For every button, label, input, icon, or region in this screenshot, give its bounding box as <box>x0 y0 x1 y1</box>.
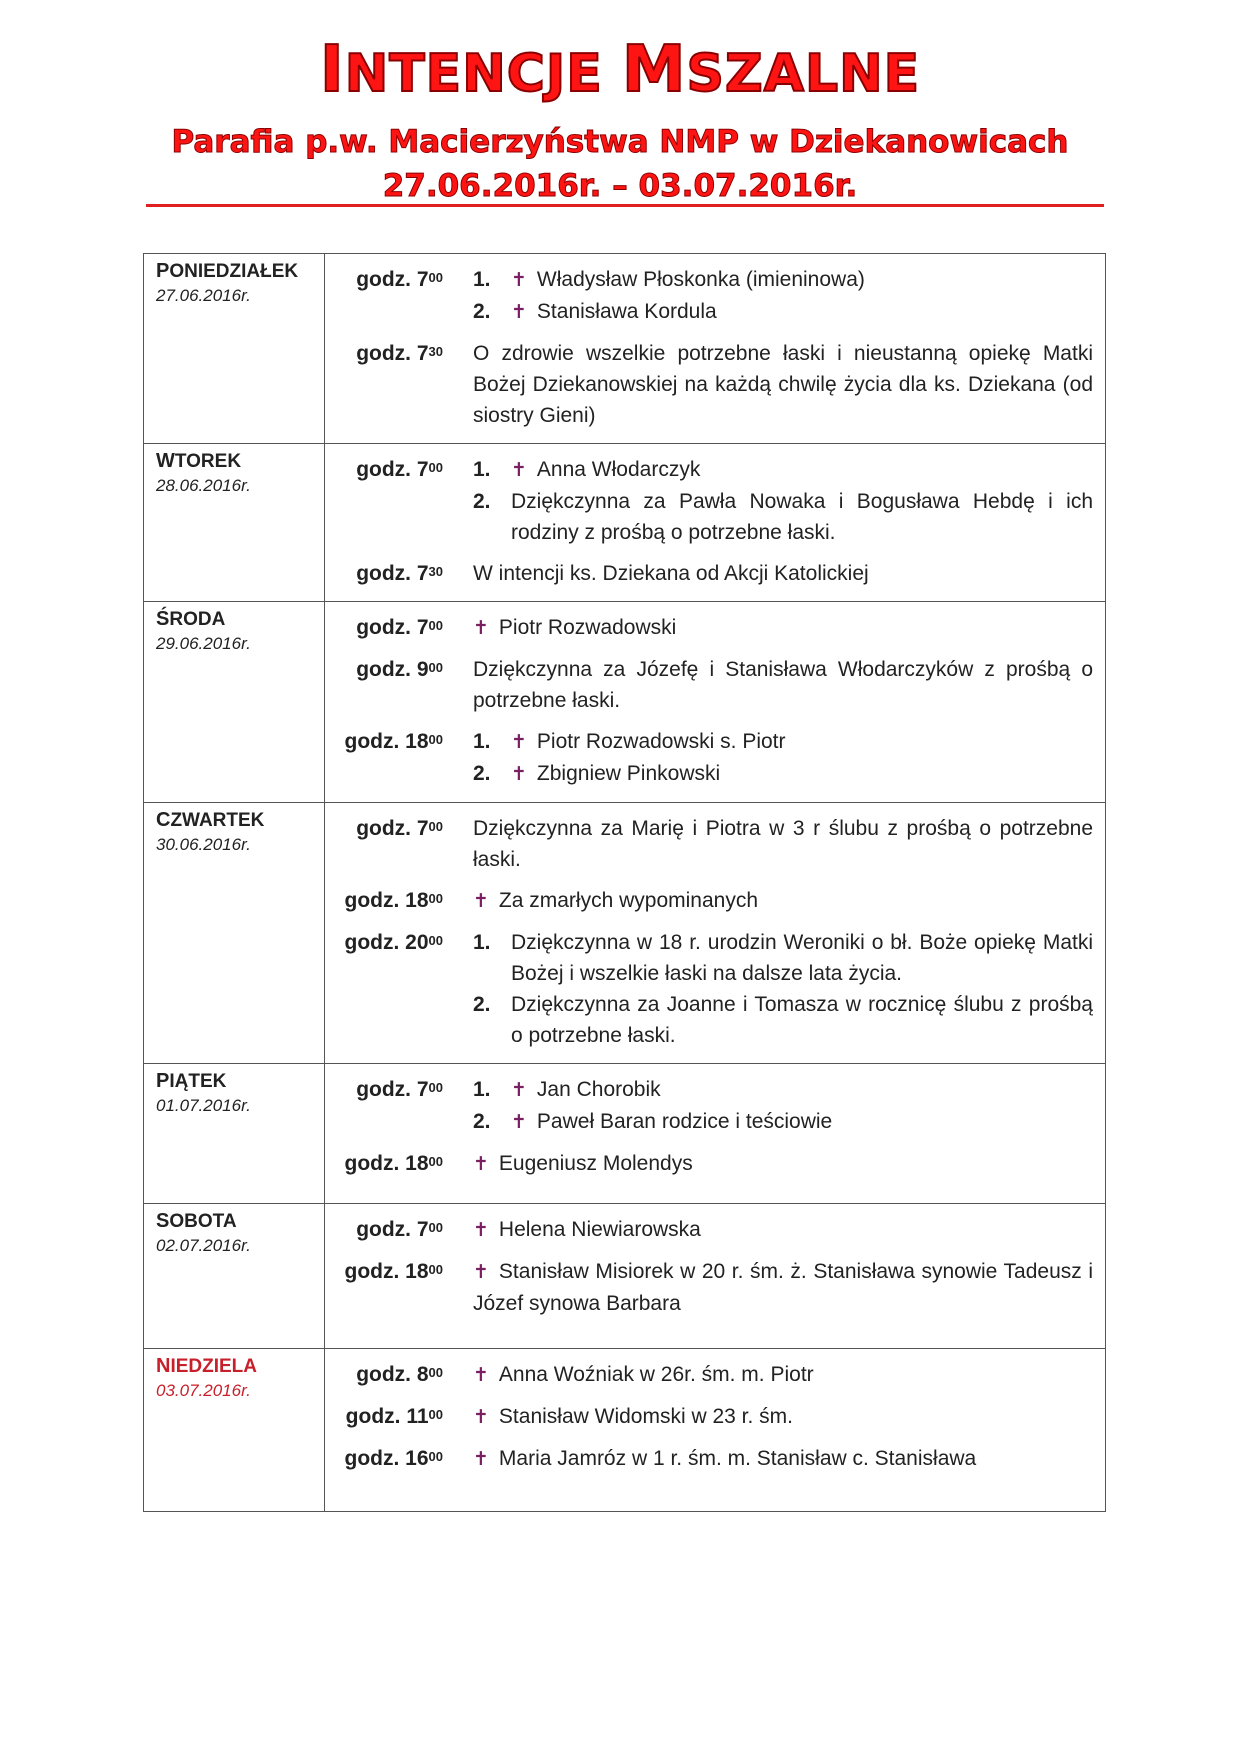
intention-text: Piotr Rozwadowski s. Piotr <box>536 730 786 753</box>
day-cell <box>144 1349 325 1512</box>
intention-text-wrap <box>511 1106 1093 1138</box>
intention-item <box>473 338 1093 431</box>
intention-number: 1. <box>473 730 491 753</box>
intention-list <box>473 1074 1093 1138</box>
day-name-initial: Ś <box>156 608 170 630</box>
cross-icon: ✝ <box>473 1365 489 1386</box>
cross-icon: ✝ <box>473 1262 489 1283</box>
cross-icon: ✝ <box>473 1407 489 1428</box>
mass-entry <box>325 1443 1093 1475</box>
day-name <box>156 1070 324 1093</box>
day-name-rest: IEDZIELA <box>170 1356 258 1377</box>
intention-text-wrap <box>473 1148 1093 1180</box>
intention-text: Stanisław Widomski w 23 r. śm. <box>498 1405 793 1428</box>
intention-text-wrap <box>473 1443 1093 1475</box>
intention-item <box>473 558 1093 589</box>
intention-text-wrap <box>511 758 1093 790</box>
mass-hour: godz. 16 <box>344 1447 429 1470</box>
mass-cell <box>325 1064 1106 1204</box>
intention-list <box>473 338 1093 431</box>
mass-time <box>325 654 473 685</box>
title-initial-1: I <box>319 33 345 107</box>
cross-icon: ✝ <box>511 270 527 291</box>
mass-cell <box>325 1349 1106 1512</box>
day-name-rest: RODA <box>169 609 226 630</box>
mass-hour: godz. 7 <box>356 817 429 840</box>
intention-number: 2. <box>473 1110 491 1133</box>
intention-text-wrap <box>511 454 1093 486</box>
mass-minutes: 00 <box>428 732 443 747</box>
intention-number: 2. <box>473 993 491 1016</box>
mass-entry <box>325 454 1093 548</box>
intention-number: 1. <box>473 931 491 954</box>
mass-entry <box>325 654 1093 716</box>
intention-item <box>473 486 1093 548</box>
day-name-initial: W <box>156 450 175 472</box>
cross-icon: ✝ <box>473 1220 489 1241</box>
mass-hour: godz. 18 <box>344 1152 429 1175</box>
intention-list <box>473 558 1093 589</box>
intention-text: Eugeniusz Molendys <box>498 1152 693 1175</box>
mass-hour: godz. 7 <box>356 342 429 365</box>
mass-entry <box>325 612 1093 644</box>
intention-text-wrap <box>511 1074 1093 1106</box>
intention-text: Maria Jamróz w 1 r. śm. m. Stanisław c. Stanisława <box>498 1447 977 1470</box>
cross-icon: ✝ <box>511 764 527 785</box>
schedule-body <box>144 254 1106 1512</box>
day-date: 01.07.2016r. <box>156 1096 251 1115</box>
intention-item <box>473 927 1093 989</box>
intention-list <box>473 885 1093 917</box>
mass-entry <box>325 813 1093 875</box>
cross-icon: ✝ <box>473 1449 489 1470</box>
mass-time <box>325 264 473 295</box>
intention-text-wrap <box>473 338 1093 431</box>
mass-entry <box>325 264 1093 328</box>
intention-list <box>473 1443 1093 1475</box>
mass-time <box>325 1443 473 1474</box>
mass-time <box>325 454 473 485</box>
intention-text-wrap <box>511 264 1093 296</box>
intention-text: Dziękczynna w 18 r. urodzin Weroniki o bł. Boże opiekę Matki Bożej i wszelkie łaski na dalsze lata życia. <box>511 931 1093 985</box>
day-date: 28.06.2016r. <box>156 476 251 495</box>
intention-item <box>473 1074 1093 1106</box>
day-cell <box>144 444 325 602</box>
mass-minutes: 00 <box>428 1407 443 1422</box>
intention-list <box>473 654 1093 716</box>
intention-number: 1. <box>473 1078 491 1101</box>
mass-minutes: 00 <box>428 460 443 475</box>
day-cell <box>144 1064 325 1204</box>
day-date: 03.07.2016r. <box>156 1381 251 1400</box>
day-name-rest: ONIEDZIAŁEK <box>169 261 299 282</box>
intention-text-wrap <box>473 1256 1093 1319</box>
mass-time <box>325 338 473 369</box>
mass-minutes: 00 <box>428 1080 443 1095</box>
mass-hour: godz. 8 <box>356 1363 429 1386</box>
mass-minutes: 30 <box>428 344 443 359</box>
intention-number: 2. <box>473 300 491 323</box>
intention-text-wrap <box>473 654 1093 716</box>
day-row <box>144 1204 1106 1349</box>
intention-item <box>473 1214 1093 1246</box>
intention-item <box>473 813 1093 875</box>
intention-text-wrap <box>511 296 1093 328</box>
mass-minutes: 00 <box>428 618 443 633</box>
mass-hour: godz. 7 <box>356 1218 429 1241</box>
mass-cell <box>325 444 1106 602</box>
intention-text-wrap <box>473 885 1093 917</box>
intention-text-wrap <box>511 927 1093 989</box>
intention-item <box>473 1359 1093 1391</box>
title-initial-2: M <box>621 33 687 107</box>
intention-text-wrap <box>473 558 1093 589</box>
intention-text: Helena Niewiarowska <box>498 1218 701 1241</box>
mass-time <box>325 726 473 757</box>
mass-time <box>325 1359 473 1390</box>
mass-minutes: 00 <box>428 270 443 285</box>
mass-time <box>325 1074 473 1105</box>
mass-minutes: 00 <box>428 1449 443 1464</box>
day-name <box>156 1355 324 1378</box>
intention-text: O zdrowie wszelkie potrzebne łaski i nieustanną opiekę Matki Bożej Dziekanowskiej na każdą chwilę życia dla ks. Dziekana (od siostry Gieni) <box>473 342 1093 427</box>
schedule-table <box>143 253 1106 1512</box>
intention-text-wrap <box>473 612 1093 644</box>
day-cell <box>144 1204 325 1349</box>
intention-list <box>473 454 1093 548</box>
mass-minutes: 00 <box>428 819 443 834</box>
mass-entry <box>325 1148 1093 1180</box>
day-name <box>156 260 324 283</box>
day-row <box>144 803 1106 1064</box>
page-title <box>0 33 1240 107</box>
day-cell <box>144 602 325 803</box>
mass-minutes: 00 <box>428 891 443 906</box>
day-date: 29.06.2016r. <box>156 634 251 653</box>
mass-minutes: 00 <box>428 1154 443 1169</box>
intention-list <box>473 1256 1093 1319</box>
intention-text: Dziękczynna za Marię i Piotra w 3 r ślubu z prośbą o potrzebne łaski. <box>473 817 1093 871</box>
mass-minutes: 00 <box>428 1365 443 1380</box>
mass-time <box>325 885 473 916</box>
mass-time <box>325 927 473 958</box>
mass-minutes: 00 <box>428 1262 443 1277</box>
day-name-rest: OBOTA <box>169 1211 237 1232</box>
day-name-initial: P <box>156 1070 170 1092</box>
mass-minutes: 30 <box>428 564 443 579</box>
intention-text: Dziękczynna za Pawła Nowaka i Bogusława Hebdę i ich rodziny z prośbą o potrzebne łaski. <box>511 490 1093 544</box>
cross-icon: ✝ <box>511 732 527 753</box>
day-cell <box>144 803 325 1064</box>
mass-entry <box>325 726 1093 790</box>
day-row <box>144 1064 1106 1204</box>
mass-hour: godz. 20 <box>344 931 429 954</box>
day-name <box>156 450 324 473</box>
mass-hour: godz. 7 <box>356 616 429 639</box>
mass-minutes: 00 <box>428 933 443 948</box>
mass-time <box>325 558 473 589</box>
mass-hour: godz. 18 <box>344 730 429 753</box>
intention-number: 2. <box>473 762 491 785</box>
intention-text: Jan Chorobik <box>536 1078 661 1101</box>
intention-list <box>473 1359 1093 1391</box>
day-name <box>156 1210 324 1233</box>
mass-entry <box>325 338 1093 431</box>
mass-entry <box>325 1359 1093 1391</box>
mass-time <box>325 1401 473 1432</box>
mass-hour: godz. 18 <box>344 1260 429 1283</box>
mass-entry <box>325 1401 1093 1433</box>
intention-text: Za zmarłych wypominanych <box>498 889 759 912</box>
intention-item <box>473 1443 1093 1475</box>
day-name-initial: C <box>156 809 171 831</box>
intention-list <box>473 927 1093 1051</box>
day-name-initial: N <box>156 1355 171 1377</box>
day-name-rest: ZWARTEK <box>170 810 265 831</box>
intention-item <box>473 296 1093 328</box>
intention-text-wrap <box>511 486 1093 548</box>
mass-time <box>325 813 473 844</box>
mass-entry <box>325 927 1093 1051</box>
intention-text: W intencji ks. Dziekana od Akcji Katolickiej <box>473 562 869 585</box>
intention-item <box>473 1148 1093 1180</box>
intention-item <box>473 454 1093 486</box>
mass-hour: godz. 7 <box>356 562 429 585</box>
intention-number: 1. <box>473 268 491 291</box>
mass-time <box>325 612 473 643</box>
mass-minutes: 00 <box>428 660 443 675</box>
intention-text: Dziękczynna za Joanne i Tomasza w rocznicę ślubu z prośbą o potrzebne łaski. <box>511 993 1093 1047</box>
intention-item <box>473 758 1093 790</box>
page-header <box>0 33 1240 208</box>
intention-text-wrap <box>473 1359 1093 1391</box>
intention-list <box>473 813 1093 875</box>
day-row <box>144 444 1106 602</box>
intention-item <box>473 654 1093 716</box>
intention-text: Anna Włodarczyk <box>536 458 701 481</box>
day-name-initial: P <box>156 260 170 282</box>
intention-item <box>473 885 1093 917</box>
day-date: 30.06.2016r. <box>156 835 251 854</box>
day-row <box>144 1349 1106 1512</box>
mass-hour: godz. 7 <box>356 458 429 481</box>
intention-text: Anna Woźniak w 26r. śm. m. Piotr <box>498 1363 814 1386</box>
mass-cell <box>325 254 1106 444</box>
title-rest-2: SZALNE <box>686 44 921 104</box>
intention-text: Władysław Płoskonka (imieninowa) <box>536 268 865 291</box>
day-name <box>156 608 324 631</box>
mass-hour: godz. 7 <box>356 1078 429 1101</box>
parish-name: Parafia p.w. Macierzyństwa NMP w Dziekanowicach <box>171 124 1069 160</box>
intention-text-wrap <box>473 813 1093 875</box>
day-name-rest: IĄTEK <box>169 1071 227 1092</box>
intention-number: 2. <box>473 490 491 513</box>
cross-icon: ✝ <box>511 460 527 481</box>
cross-icon: ✝ <box>511 1080 527 1101</box>
mass-hour: godz. 18 <box>344 889 429 912</box>
day-row <box>144 254 1106 444</box>
day-name <box>156 809 324 832</box>
mass-minutes: 00 <box>428 1220 443 1235</box>
day-date: 02.07.2016r. <box>156 1236 251 1255</box>
mass-entry <box>325 558 1093 589</box>
intention-text-wrap <box>511 726 1093 758</box>
cross-icon: ✝ <box>473 1154 489 1175</box>
mass-hour: godz. 11 <box>345 1405 429 1428</box>
day-cell <box>144 254 325 444</box>
day-name-rest: TOREK <box>174 451 242 472</box>
day-name-initial: S <box>156 1210 170 1232</box>
cross-icon: ✝ <box>473 891 489 912</box>
mass-time <box>325 1256 473 1287</box>
intention-text: Zbigniew Pinkowski <box>536 762 721 785</box>
cross-icon: ✝ <box>511 302 527 323</box>
mass-cell <box>325 1204 1106 1349</box>
title-rest-1: NTENCJE <box>344 44 603 104</box>
day-row <box>144 602 1106 803</box>
intention-text-wrap <box>473 1214 1093 1246</box>
intention-list <box>473 1214 1093 1246</box>
intention-text: Stanisława Kordula <box>536 300 717 323</box>
date-range: 27.06.2016r. – 03.07.2016r. <box>382 168 858 204</box>
intention-item <box>473 1401 1093 1433</box>
mass-cell <box>325 803 1106 1064</box>
intention-text-wrap <box>473 1401 1093 1433</box>
mass-hour: godz. 9 <box>356 658 429 681</box>
intention-number: 1. <box>473 458 491 481</box>
intention-text: Stanisław Misiorek w 20 r. śm. ż. Stanisława synowie Tadeusz i Józef synowa Barbara <box>473 1260 1093 1315</box>
intention-list <box>473 264 1093 328</box>
mass-entry <box>325 1256 1093 1319</box>
intention-list <box>473 612 1093 644</box>
intention-text: Piotr Rozwadowski <box>498 616 677 639</box>
intention-text: Paweł Baran rodzice i teściowie <box>536 1110 833 1133</box>
mass-time <box>325 1214 473 1245</box>
intention-list <box>473 1148 1093 1180</box>
cross-icon: ✝ <box>511 1112 527 1133</box>
header-divider <box>146 204 1104 207</box>
intention-list <box>473 1401 1093 1433</box>
intention-text-wrap <box>511 989 1093 1051</box>
mass-cell <box>325 602 1106 803</box>
intention-item <box>473 1256 1093 1319</box>
mass-hour: godz. 7 <box>356 268 429 291</box>
intention-item <box>473 612 1093 644</box>
intention-list <box>473 726 1093 790</box>
intention-item <box>473 726 1093 758</box>
cross-icon: ✝ <box>473 618 489 639</box>
intention-item <box>473 1106 1093 1138</box>
mass-entry <box>325 885 1093 917</box>
mass-entry <box>325 1214 1093 1246</box>
day-date: 27.06.2016r. <box>156 286 251 305</box>
intention-text: Dziękczynna za Józefę i Stanisława Włodarczyków z prośbą o potrzebne łaski. <box>473 658 1093 712</box>
intention-item <box>473 264 1093 296</box>
intention-item <box>473 989 1093 1051</box>
mass-time <box>325 1148 473 1179</box>
mass-entry <box>325 1074 1093 1138</box>
